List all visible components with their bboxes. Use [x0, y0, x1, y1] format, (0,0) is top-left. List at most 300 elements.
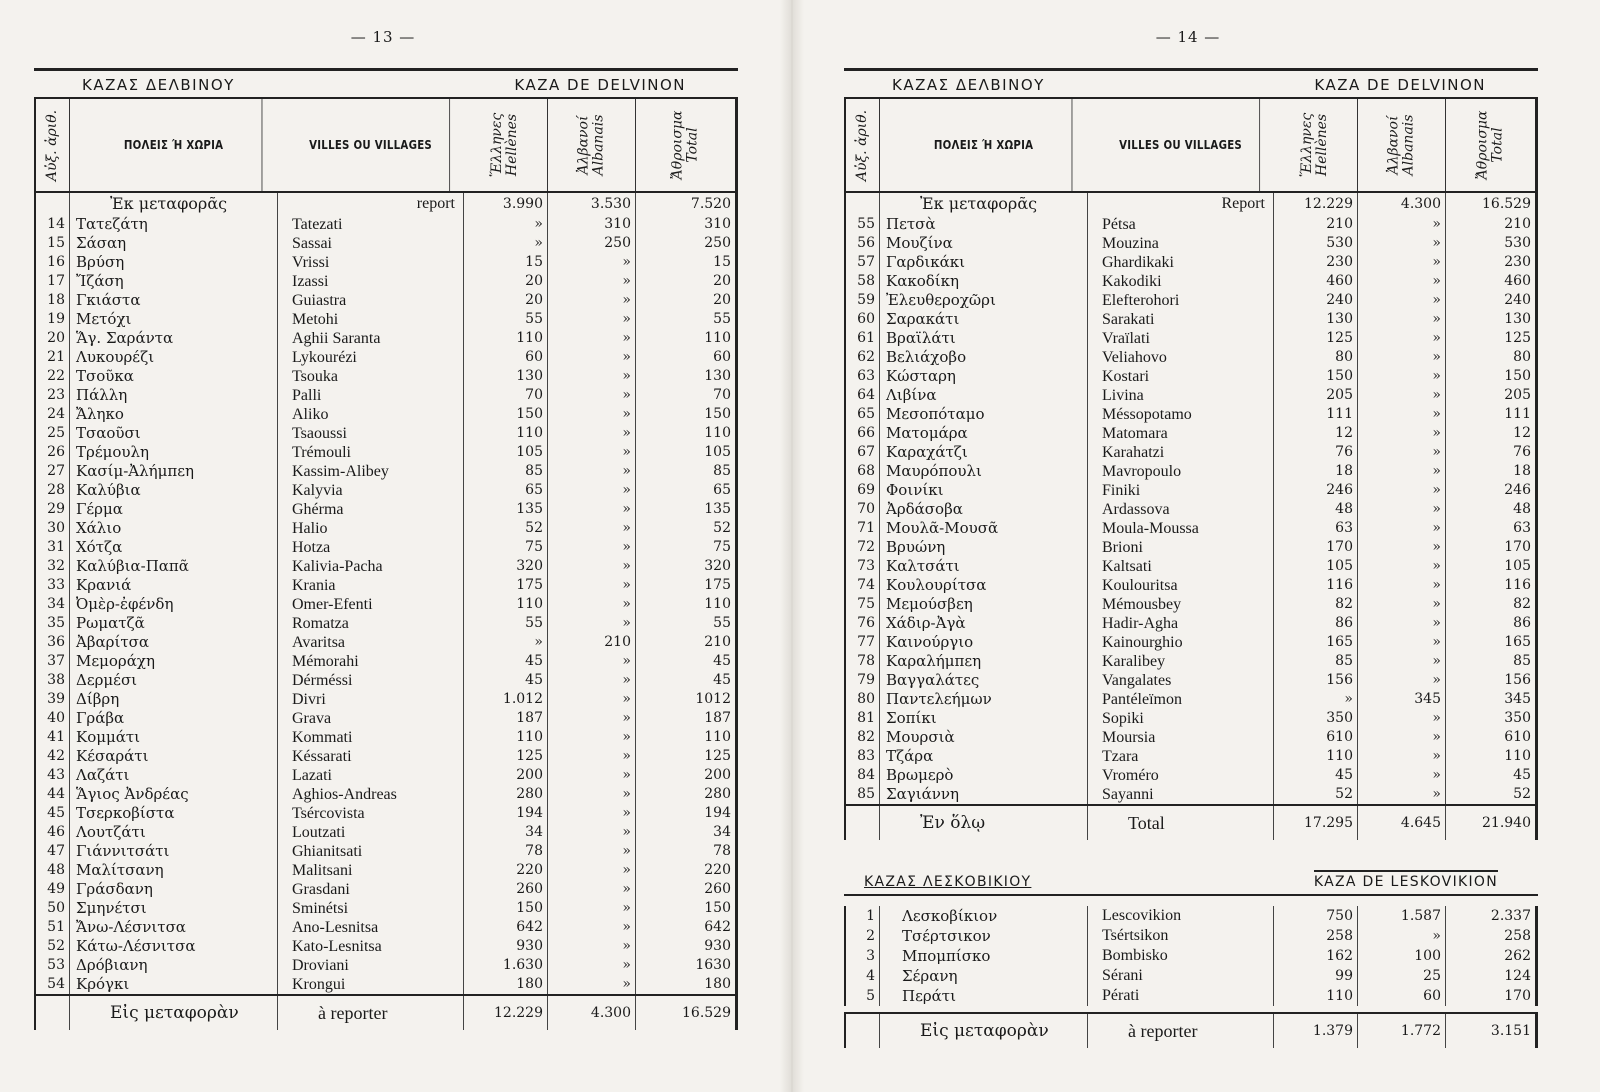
table-row: [36, 272, 738, 291]
count-hellenes: 45: [464, 671, 548, 690]
count-total: 45: [636, 652, 738, 671]
table-row: [36, 652, 738, 671]
row-number: 5: [846, 986, 880, 1006]
count-albanais: 310: [548, 215, 636, 234]
row-number: 28: [36, 481, 70, 500]
place-name-greek: Φοινίκι: [880, 481, 1088, 500]
count-albanais: »: [548, 861, 636, 880]
place-name-greek: Κακοδίκη: [880, 272, 1088, 291]
register-table: [34, 68, 738, 1030]
place-name-french: Ardassova: [1088, 500, 1274, 519]
place-name-french: Izassi: [278, 272, 464, 291]
place-name-french: Kalivia-Pacha: [278, 557, 464, 576]
count-albanais: »: [1358, 329, 1446, 348]
count-total: 110: [1446, 747, 1538, 766]
place-name-french: Kakodiki: [1088, 272, 1274, 291]
place-name-greek: Γιάννιτσάτι: [70, 842, 278, 861]
place-name-greek: Λουτζάτι: [70, 823, 278, 842]
count-total: 34: [636, 823, 738, 842]
section-carry-out-total: 3.151: [1446, 1014, 1538, 1048]
table-row: [36, 329, 738, 348]
place-name-greek: Βρυώνη: [880, 538, 1088, 557]
place-name-french: Loutzati: [278, 823, 464, 842]
place-name-greek: Βαγγαλάτες: [880, 671, 1088, 690]
place-name-french: Lykourézi: [278, 348, 464, 367]
count-hellenes: 125: [464, 747, 548, 766]
table-row: [846, 253, 1538, 272]
count-hellenes: 70: [464, 386, 548, 405]
count-albanais: 60: [1358, 986, 1446, 1006]
count-hellenes: 320: [464, 557, 548, 576]
place-name-greek: Κάτω-Λέσνιτσα: [70, 937, 278, 956]
place-name-greek: Δρόβιανη: [70, 956, 278, 975]
table-row: [846, 215, 1538, 234]
count-total: 930: [636, 937, 738, 956]
place-name-french: Ano-Lesnitsa: [278, 918, 464, 937]
place-name-french: Lazati: [278, 766, 464, 785]
table-row: [846, 329, 1538, 348]
row-number: 67: [846, 443, 880, 462]
row-number: 32: [36, 557, 70, 576]
count-albanais: »: [548, 386, 636, 405]
row-number: 74: [846, 576, 880, 595]
place-name-french: Koulouritsa: [1088, 576, 1274, 595]
place-name-french: Finiki: [1088, 481, 1274, 500]
place-name-french: Kaltsati: [1088, 557, 1274, 576]
table-row: [36, 899, 738, 918]
count-total: 60: [636, 348, 738, 367]
count-total: 125: [1446, 329, 1538, 348]
row-number: 39: [36, 690, 70, 709]
count-hellenes: 110: [464, 329, 548, 348]
table-row: [846, 405, 1538, 424]
table-row: [36, 443, 738, 462]
place-name-greek: Καλύβια-Παπᾶ: [70, 557, 278, 576]
row-number: 1: [846, 906, 880, 926]
count-albanais: »: [1358, 386, 1446, 405]
place-name-french: Sayanni: [1088, 785, 1274, 804]
place-name-greek: Πετσὰ: [880, 215, 1088, 234]
place-name-french: Pétsa: [1088, 215, 1274, 234]
place-name-french: Veliahovo: [1088, 348, 1274, 367]
count-albanais: »: [1358, 253, 1446, 272]
count-total: 45: [636, 671, 738, 690]
section-carry-out-albanais: 1.772: [1358, 1014, 1446, 1048]
place-name-french: Bombisko: [1088, 946, 1274, 966]
count-total: 170: [1446, 986, 1538, 1006]
count-albanais: »: [1358, 443, 1446, 462]
count-hellenes: 55: [464, 310, 548, 329]
row-number: 21: [36, 348, 70, 367]
count-albanais: »: [548, 728, 636, 747]
count-total: 52: [636, 519, 738, 538]
col-header-greek: ΠΟΛΕΙΣ Ή ΧΩΡΙΑ: [896, 99, 1073, 191]
count-hellenes: 130: [464, 367, 548, 386]
count-hellenes: 150: [464, 405, 548, 424]
col-header-albanais: Ἀλβανοί Albanais: [1358, 99, 1446, 191]
count-total: 70: [636, 386, 738, 405]
col-header-greek: ΠΟΛΕΙΣ Ή ΧΩΡΙΑ: [86, 99, 263, 191]
place-name-french: Tsércovista: [278, 804, 464, 823]
page-number: — 14 —: [1155, 28, 1221, 46]
place-name-greek: Μεμοράχη: [70, 652, 278, 671]
total-label-french: Total: [1088, 806, 1274, 840]
table-row: [846, 766, 1538, 785]
place-name-french: Moula-Moussa: [1088, 519, 1274, 538]
count-hellenes: 65: [464, 481, 548, 500]
table-row: [846, 234, 1538, 253]
table-row: [846, 709, 1538, 728]
place-name-greek: Ὀμὲρ-ἐφένδη: [70, 595, 278, 614]
place-name-french: Vraïlati: [1088, 329, 1274, 348]
total-label-greek: Ἐν ὅλῳ: [880, 806, 1088, 840]
count-hellenes: »: [464, 215, 548, 234]
table-row: [846, 291, 1538, 310]
count-albanais: »: [548, 766, 636, 785]
place-name-french: Brioni: [1088, 538, 1274, 557]
table-row: [846, 986, 1538, 1006]
place-name-french: Droviani: [278, 956, 464, 975]
place-name-greek: Κομμάτι: [70, 728, 278, 747]
table-row: [36, 291, 738, 310]
carry-in-label-greek: Ἐκ μεταφορᾶς: [70, 193, 278, 215]
place-name-greek: Κώσταρη: [880, 367, 1088, 386]
place-name-french: Aghii Saranta: [278, 329, 464, 348]
place-name-greek: Μεσοπόταμο: [880, 405, 1088, 424]
row-number: 48: [36, 861, 70, 880]
row-number: 14: [36, 215, 70, 234]
count-hellenes: 460: [1274, 272, 1358, 291]
place-name-french: Kostari: [1088, 367, 1274, 386]
count-albanais: »: [548, 804, 636, 823]
place-name-greek: Γράσδανη: [70, 880, 278, 899]
place-name-greek: Περάτι: [880, 986, 1088, 1006]
place-name-french: Romatza: [278, 614, 464, 633]
count-total: 150: [636, 899, 738, 918]
row-number: 62: [846, 348, 880, 367]
count-total: 258: [1446, 926, 1538, 946]
count-total: 610: [1446, 728, 1538, 747]
page-14: [838, 0, 1538, 1092]
row-number: 81: [846, 709, 880, 728]
count-albanais: 1.587: [1358, 906, 1446, 926]
place-name-greek: Τσοῦκα: [70, 367, 278, 386]
place-name-french: Omer-Efenti: [278, 595, 464, 614]
row-number: 64: [846, 386, 880, 405]
place-name-greek: Γέρμα: [70, 500, 278, 519]
count-hellenes: 110: [464, 728, 548, 747]
section-heading-greek: ΚΑΖΑΣ ΛΕΣΚΟΒΙΚΙΟΥ: [864, 874, 1032, 890]
count-total: 170: [1446, 538, 1538, 557]
count-total: 156: [1446, 671, 1538, 690]
count-albanais: »: [1358, 785, 1446, 804]
carry-in-albanais: 4.300: [1358, 193, 1446, 215]
section-carry-out-label-greek: Εἰς μεταφορὰν: [880, 1014, 1088, 1048]
count-hellenes: 110: [464, 424, 548, 443]
place-name-french: Lescovikion: [1088, 906, 1274, 926]
table-row: [36, 690, 738, 709]
table-row: [36, 823, 738, 842]
count-albanais: »: [548, 291, 636, 310]
count-hellenes: 82: [1274, 595, 1358, 614]
col-header-total: Ἄθροισμα Total: [1446, 99, 1538, 191]
table-row: [36, 253, 738, 272]
place-name-french: Hotza: [278, 538, 464, 557]
table-heading: [34, 71, 738, 99]
count-albanais: »: [1358, 614, 1446, 633]
place-name-french: Matomara: [1088, 424, 1274, 443]
carry-in-row: [36, 193, 738, 215]
place-name-greek: Καραχάτζι: [880, 443, 1088, 462]
row-number: 47: [36, 842, 70, 861]
table-body: [34, 193, 738, 994]
place-name-greek: Λιβίνα: [880, 386, 1088, 405]
count-total: 1012: [636, 690, 738, 709]
row-number: 57: [846, 253, 880, 272]
row-number: 63: [846, 367, 880, 386]
count-total: 246: [1446, 481, 1538, 500]
count-total: 52: [1446, 785, 1538, 804]
col-header-number: Αὐξ. ἀριθ.: [36, 99, 70, 191]
count-hellenes: 200: [464, 766, 548, 785]
place-name-french: Elefterohori: [1088, 291, 1274, 310]
carry-in-total: 7.520: [636, 193, 738, 215]
row-number: 68: [846, 462, 880, 481]
count-total: 110: [636, 728, 738, 747]
place-name-french: Livina: [1088, 386, 1274, 405]
row-number: 35: [36, 614, 70, 633]
count-albanais: »: [548, 614, 636, 633]
count-hellenes: 80: [1274, 348, 1358, 367]
place-name-greek: Χάδιρ-Ἀγὰ: [880, 614, 1088, 633]
count-hellenes: 230: [1274, 253, 1358, 272]
table-row: [36, 937, 738, 956]
section-carry-out-label-french: à reporter: [1088, 1014, 1274, 1048]
place-name-greek: Κασίμ-Ἀλήμπεη: [70, 462, 278, 481]
count-albanais: 250: [548, 234, 636, 253]
table-row: [846, 500, 1538, 519]
count-albanais: »: [548, 842, 636, 861]
count-hellenes: 162: [1274, 946, 1358, 966]
table-row: [36, 348, 738, 367]
place-name-greek: Ἀρδάσοβα: [880, 500, 1088, 519]
count-albanais: »: [548, 576, 636, 595]
row-number: 23: [36, 386, 70, 405]
table-row: [846, 785, 1538, 804]
place-name-greek: Σέρανη: [880, 966, 1088, 986]
count-hellenes: 642: [464, 918, 548, 937]
count-total: 280: [636, 785, 738, 804]
book-gutter: [780, 0, 804, 1092]
count-albanais: »: [1358, 481, 1446, 500]
count-hellenes: 135: [464, 500, 548, 519]
place-name-french: Grava: [278, 709, 464, 728]
row-number: 36: [36, 633, 70, 652]
count-albanais: »: [548, 443, 636, 462]
table-row: [846, 906, 1538, 926]
page-13: [28, 0, 738, 1092]
count-total: 200: [636, 766, 738, 785]
place-name-french: Tsértsikon: [1088, 926, 1274, 946]
count-albanais: »: [1358, 348, 1446, 367]
table-row: [846, 310, 1538, 329]
table-row: [846, 519, 1538, 538]
place-name-french: Mémorahi: [278, 652, 464, 671]
count-hellenes: 1.630: [464, 956, 548, 975]
place-name-french: Ghérma: [278, 500, 464, 519]
count-total: 320: [636, 557, 738, 576]
count-albanais: 25: [1358, 966, 1446, 986]
count-albanais: »: [1358, 538, 1446, 557]
section-table-body: [844, 906, 1538, 1006]
count-hellenes: 258: [1274, 926, 1358, 946]
count-total: 80: [1446, 348, 1538, 367]
count-albanais: 345: [1358, 690, 1446, 709]
row-number: 61: [846, 329, 880, 348]
place-name-greek: Χότζα: [70, 538, 278, 557]
table-row: [36, 842, 738, 861]
table-row: [846, 424, 1538, 443]
row-number: 71: [846, 519, 880, 538]
count-albanais: »: [548, 500, 636, 519]
count-albanais: »: [548, 937, 636, 956]
place-name-french: Guiastra: [278, 291, 464, 310]
table-row: [36, 538, 738, 557]
count-albanais: »: [1358, 728, 1446, 747]
count-total: 76: [1446, 443, 1538, 462]
count-total: 63: [1446, 519, 1538, 538]
count-albanais: »: [1358, 367, 1446, 386]
row-number: 19: [36, 310, 70, 329]
table-row: [36, 747, 738, 766]
count-albanais: »: [548, 671, 636, 690]
row-number: 46: [36, 823, 70, 842]
table-row: [846, 690, 1538, 709]
count-hellenes: 194: [464, 804, 548, 823]
place-name-french: Tsaoussi: [278, 424, 464, 443]
table-row: [846, 481, 1538, 500]
table-row: [846, 348, 1538, 367]
count-total: 150: [636, 405, 738, 424]
table-row: [846, 576, 1538, 595]
count-hellenes: 110: [1274, 747, 1358, 766]
place-name-greek: Καραλήμπεη: [880, 652, 1088, 671]
place-name-greek: Τσαοῦσι: [70, 424, 278, 443]
count-total: 65: [636, 481, 738, 500]
count-albanais: »: [548, 424, 636, 443]
count-albanais: »: [1358, 633, 1446, 652]
place-name-french: Malitsani: [278, 861, 464, 880]
count-total: 12: [1446, 424, 1538, 443]
place-name-greek: Τατεζάτη: [70, 215, 278, 234]
place-name-french: Sminétsi: [278, 899, 464, 918]
count-hellenes: 48: [1274, 500, 1358, 519]
col-header-albanais: Ἀλβανοί Albanais: [548, 99, 636, 191]
heading-french: KAZA DE DELVINON: [1314, 76, 1486, 94]
heading-french: KAZA DE DELVINON: [514, 76, 686, 94]
count-hellenes: 175: [464, 576, 548, 595]
count-hellenes: 45: [1274, 766, 1358, 785]
place-name-greek: Γκιάστα: [70, 291, 278, 310]
place-name-french: Ghianitsati: [278, 842, 464, 861]
place-name-greek: Μεμούσβεη: [880, 595, 1088, 614]
count-total: 78: [636, 842, 738, 861]
count-total: 111: [1446, 405, 1538, 424]
count-total: 55: [636, 310, 738, 329]
count-albanais: »: [548, 956, 636, 975]
count-total: 262: [1446, 946, 1538, 966]
count-albanais: »: [1358, 234, 1446, 253]
count-albanais: »: [1358, 310, 1446, 329]
place-name-greek: Δίβρη: [70, 690, 278, 709]
count-albanais: »: [548, 481, 636, 500]
place-name-greek: Ἴζάση: [70, 272, 278, 291]
row-number: 72: [846, 538, 880, 557]
place-name-french: Aliko: [278, 405, 464, 424]
table-row: [846, 462, 1538, 481]
row-number: 49: [36, 880, 70, 899]
table-row: [36, 785, 738, 804]
count-total: 75: [636, 538, 738, 557]
table-row: [36, 633, 738, 652]
carry-in-total: 16.529: [1446, 193, 1538, 215]
count-hellenes: 116: [1274, 576, 1358, 595]
place-name-greek: Βρωμερὸ: [880, 766, 1088, 785]
count-total: 260: [636, 880, 738, 899]
count-total: 240: [1446, 291, 1538, 310]
count-hellenes: 85: [1274, 652, 1358, 671]
table-row: [36, 462, 738, 481]
place-name-french: Mémousbey: [1088, 595, 1274, 614]
count-total: 124: [1446, 966, 1538, 986]
table-heading: [844, 71, 1538, 99]
place-name-greek: Μετόχι: [70, 310, 278, 329]
table-row: [846, 367, 1538, 386]
count-hellenes: »: [1274, 690, 1358, 709]
row-number: 16: [36, 253, 70, 272]
place-name-french: Késsarati: [278, 747, 464, 766]
count-total: 105: [636, 443, 738, 462]
count-total: 20: [636, 272, 738, 291]
place-name-french: Karahatzi: [1088, 443, 1274, 462]
total-albanais: 4.645: [1358, 806, 1446, 840]
table-row: [36, 500, 738, 519]
count-hellenes: 55: [464, 614, 548, 633]
count-total: 345: [1446, 690, 1538, 709]
row-number: 83: [846, 747, 880, 766]
col-header-hellenes: Ἕλληνες Hellènes: [1274, 99, 1358, 191]
count-total: 180: [636, 975, 738, 994]
count-albanais: »: [1358, 500, 1446, 519]
count-hellenes: 210: [1274, 215, 1358, 234]
count-albanais: »: [548, 519, 636, 538]
col-header-number: Αὐξ. ἀριθ.: [846, 99, 880, 191]
section-heading-leskovikion: [844, 870, 1538, 896]
count-albanais: »: [548, 310, 636, 329]
place-name-greek: Κουλουρίτσα: [880, 576, 1088, 595]
count-hellenes: 205: [1274, 386, 1358, 405]
count-albanais: »: [1358, 652, 1446, 671]
table-row: [846, 272, 1538, 291]
place-name-greek: Ἄληκο: [70, 405, 278, 424]
place-name-french: Moursia: [1088, 728, 1274, 747]
carry-in-row: [846, 193, 1538, 215]
row-number: 27: [36, 462, 70, 481]
table-row: [36, 975, 738, 994]
place-name-greek: Λυκουρέζι: [70, 348, 278, 367]
table-row: [36, 709, 738, 728]
place-name-greek: Κρόγκι: [70, 975, 278, 994]
